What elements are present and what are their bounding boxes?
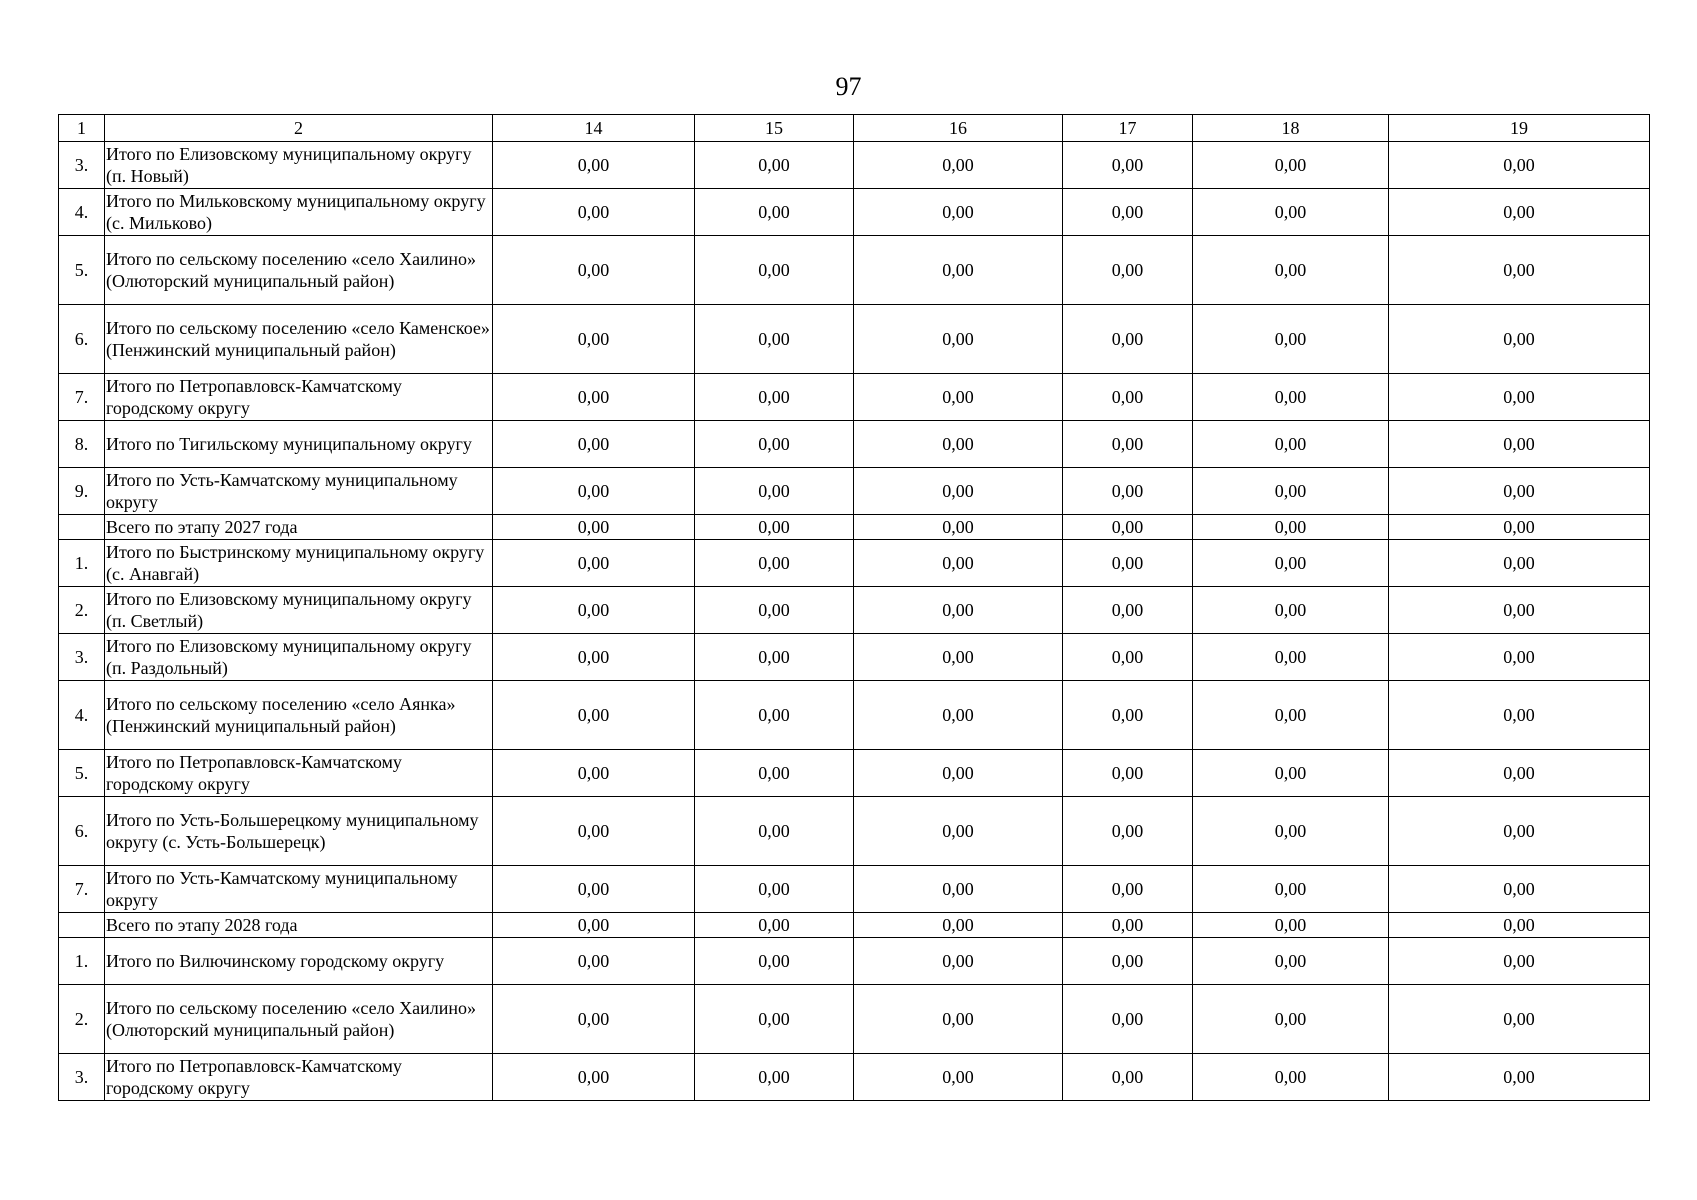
value-cell: 0,00 bbox=[1389, 468, 1650, 515]
row-name-cell: Всего по этапу 2028 года bbox=[105, 913, 493, 938]
table-row bbox=[59, 797, 1650, 866]
table-row bbox=[59, 305, 1650, 374]
value-cell: 0,00 bbox=[1389, 374, 1650, 421]
row-name-cell: Всего по этапу 2027 года bbox=[105, 515, 493, 540]
header-cell: 15 bbox=[695, 115, 854, 142]
row-number-cell bbox=[59, 913, 105, 938]
value-cell: 0,00 bbox=[695, 750, 854, 797]
row-name-cell: Итого по Петропавловск-Камчатскому городскому округу bbox=[105, 374, 493, 421]
value-cell: 0,00 bbox=[854, 1054, 1063, 1101]
table-row bbox=[59, 142, 1650, 189]
value-cell: 0,00 bbox=[1193, 913, 1389, 938]
row-number-cell: 1. bbox=[59, 938, 105, 985]
row-name-cell: Итого по сельскому поселению «село Каменское» (Пенжинский муниципальный район) bbox=[105, 305, 493, 374]
value-cell: 0,00 bbox=[1063, 938, 1193, 985]
value-cell: 0,00 bbox=[854, 681, 1063, 750]
row-name-cell: Итого по Елизовскому муниципальному округу (п. Светлый) bbox=[105, 587, 493, 634]
value-cell: 0,00 bbox=[695, 421, 854, 468]
value-cell: 0,00 bbox=[493, 681, 695, 750]
row-name-cell: Итого по Мильковскому муниципальному округу (с. Мильково) bbox=[105, 189, 493, 236]
value-cell: 0,00 bbox=[854, 750, 1063, 797]
value-cell: 0,00 bbox=[695, 540, 854, 587]
row-name-cell: Итого по Усть-Камчатскому муниципальному округу bbox=[105, 866, 493, 913]
row-number-cell: 3. bbox=[59, 634, 105, 681]
value-cell: 0,00 bbox=[1193, 866, 1389, 913]
table-row bbox=[59, 468, 1650, 515]
value-cell: 0,00 bbox=[854, 305, 1063, 374]
value-cell: 0,00 bbox=[854, 913, 1063, 938]
value-cell: 0,00 bbox=[493, 189, 695, 236]
value-cell: 0,00 bbox=[1063, 540, 1193, 587]
value-cell: 0,00 bbox=[1389, 236, 1650, 305]
row-number-cell: 7. bbox=[59, 866, 105, 913]
row-name-cell: Итого по Усть-Большерецкому муниципальному округу (с. Усть-Большерецк) bbox=[105, 797, 493, 866]
value-cell: 0,00 bbox=[1063, 189, 1193, 236]
value-cell: 0,00 bbox=[1389, 913, 1650, 938]
value-cell: 0,00 bbox=[1389, 634, 1650, 681]
value-cell: 0,00 bbox=[1063, 985, 1193, 1054]
value-cell: 0,00 bbox=[1063, 142, 1193, 189]
row-number-cell: 4. bbox=[59, 189, 105, 236]
table-row bbox=[59, 750, 1650, 797]
value-cell: 0,00 bbox=[695, 236, 854, 305]
header-cell: 19 bbox=[1389, 115, 1650, 142]
value-cell: 0,00 bbox=[695, 938, 854, 985]
row-number-cell: 3. bbox=[59, 1054, 105, 1101]
header-cell: 16 bbox=[854, 115, 1063, 142]
value-cell: 0,00 bbox=[1193, 305, 1389, 374]
value-cell: 0,00 bbox=[1389, 587, 1650, 634]
value-cell: 0,00 bbox=[1193, 1054, 1389, 1101]
value-cell: 0,00 bbox=[1389, 681, 1650, 750]
header-cell: 1 bbox=[59, 115, 105, 142]
table-row bbox=[59, 985, 1650, 1054]
value-cell: 0,00 bbox=[493, 634, 695, 681]
row-number-cell: 3. bbox=[59, 142, 105, 189]
row-name-cell: Итого по Быстринскому муниципальному округу (с. Анавгай) bbox=[105, 540, 493, 587]
value-cell: 0,00 bbox=[854, 189, 1063, 236]
row-number-cell: 6. bbox=[59, 797, 105, 866]
value-cell: 0,00 bbox=[1063, 305, 1193, 374]
value-cell: 0,00 bbox=[493, 750, 695, 797]
row-number-cell bbox=[59, 515, 105, 540]
value-cell: 0,00 bbox=[1063, 681, 1193, 750]
value-cell: 0,00 bbox=[1389, 515, 1650, 540]
header-cell: 2 bbox=[105, 115, 493, 142]
table-total-row bbox=[59, 913, 1650, 938]
value-cell: 0,00 bbox=[493, 797, 695, 866]
value-cell: 0,00 bbox=[695, 1054, 854, 1101]
value-cell: 0,00 bbox=[695, 374, 854, 421]
value-cell: 0,00 bbox=[1193, 985, 1389, 1054]
value-cell: 0,00 bbox=[1193, 468, 1389, 515]
value-cell: 0,00 bbox=[854, 142, 1063, 189]
value-cell: 0,00 bbox=[493, 587, 695, 634]
value-cell: 0,00 bbox=[1063, 750, 1193, 797]
row-name-cell: Итого по Петропавловск-Камчатскому городскому округу bbox=[105, 750, 493, 797]
row-number-cell: 1. bbox=[59, 540, 105, 587]
value-cell: 0,00 bbox=[493, 374, 695, 421]
row-name-cell: Итого по сельскому поселению «село Хаилино» (Олюторский муниципальный район) bbox=[105, 236, 493, 305]
row-name-cell: Итого по сельскому поселению «село Хаилино» (Олюторский муниципальный район) bbox=[105, 985, 493, 1054]
header-cell: 14 bbox=[493, 115, 695, 142]
page-number: 97 bbox=[835, 72, 862, 101]
value-cell: 0,00 bbox=[1063, 797, 1193, 866]
row-name-cell: Итого по Тигильскому муниципальному округу bbox=[105, 421, 493, 468]
value-cell: 0,00 bbox=[1193, 938, 1389, 985]
value-cell: 0,00 bbox=[695, 797, 854, 866]
value-cell: 0,00 bbox=[493, 236, 695, 305]
value-cell: 0,00 bbox=[1193, 515, 1389, 540]
value-cell: 0,00 bbox=[1193, 540, 1389, 587]
value-cell: 0,00 bbox=[493, 515, 695, 540]
row-number-cell: 8. bbox=[59, 421, 105, 468]
value-cell: 0,00 bbox=[854, 587, 1063, 634]
value-cell: 0,00 bbox=[1389, 1054, 1650, 1101]
value-cell: 0,00 bbox=[1063, 236, 1193, 305]
row-number-cell: 2. bbox=[59, 985, 105, 1054]
value-cell: 0,00 bbox=[1063, 421, 1193, 468]
value-cell: 0,00 bbox=[493, 305, 695, 374]
value-cell: 0,00 bbox=[1193, 421, 1389, 468]
value-cell: 0,00 bbox=[695, 305, 854, 374]
table-row bbox=[59, 189, 1650, 236]
value-cell: 0,00 bbox=[493, 142, 695, 189]
value-cell: 0,00 bbox=[1389, 938, 1650, 985]
value-cell: 0,00 bbox=[1063, 1054, 1193, 1101]
value-cell: 0,00 bbox=[1193, 750, 1389, 797]
value-cell: 0,00 bbox=[1389, 189, 1650, 236]
value-cell: 0,00 bbox=[1389, 750, 1650, 797]
header-cell: 17 bbox=[1063, 115, 1193, 142]
row-name-cell: Итого по сельскому поселению «село Аянка» (Пенжинский муниципальный район) bbox=[105, 681, 493, 750]
value-cell: 0,00 bbox=[1063, 374, 1193, 421]
row-number-cell: 5. bbox=[59, 236, 105, 305]
value-cell: 0,00 bbox=[1193, 374, 1389, 421]
value-cell: 0,00 bbox=[695, 681, 854, 750]
table-row bbox=[59, 421, 1650, 468]
value-cell: 0,00 bbox=[1389, 866, 1650, 913]
table-row bbox=[59, 236, 1650, 305]
value-cell: 0,00 bbox=[854, 938, 1063, 985]
table-row bbox=[59, 1054, 1650, 1101]
value-cell: 0,00 bbox=[1193, 681, 1389, 750]
value-cell: 0,00 bbox=[854, 468, 1063, 515]
value-cell: 0,00 bbox=[493, 938, 695, 985]
value-cell: 0,00 bbox=[854, 866, 1063, 913]
row-name-cell: Итого по Усть-Камчатскому муниципальному округу bbox=[105, 468, 493, 515]
value-cell: 0,00 bbox=[1063, 515, 1193, 540]
value-cell: 0,00 bbox=[854, 985, 1063, 1054]
data-table bbox=[58, 114, 1650, 1101]
row-name-cell: Итого по Петропавловск-Камчатскому городскому округу bbox=[105, 1054, 493, 1101]
table-row bbox=[59, 866, 1650, 913]
value-cell: 0,00 bbox=[695, 866, 854, 913]
value-cell: 0,00 bbox=[695, 587, 854, 634]
row-name-cell: Итого по Вилючинскому городскому округу bbox=[105, 938, 493, 985]
table-row bbox=[59, 681, 1650, 750]
table-row bbox=[59, 587, 1650, 634]
value-cell: 0,00 bbox=[493, 540, 695, 587]
value-cell: 0,00 bbox=[695, 189, 854, 236]
value-cell: 0,00 bbox=[1389, 985, 1650, 1054]
value-cell: 0,00 bbox=[854, 797, 1063, 866]
value-cell: 0,00 bbox=[1063, 866, 1193, 913]
value-cell: 0,00 bbox=[493, 468, 695, 515]
value-cell: 0,00 bbox=[493, 913, 695, 938]
row-number-cell: 5. bbox=[59, 750, 105, 797]
value-cell: 0,00 bbox=[695, 142, 854, 189]
value-cell: 0,00 bbox=[695, 468, 854, 515]
value-cell: 0,00 bbox=[1389, 797, 1650, 866]
value-cell: 0,00 bbox=[1193, 587, 1389, 634]
value-cell: 0,00 bbox=[1389, 540, 1650, 587]
value-cell: 0,00 bbox=[854, 421, 1063, 468]
value-cell: 0,00 bbox=[1389, 142, 1650, 189]
row-number-cell: 9. bbox=[59, 468, 105, 515]
table-total-row bbox=[59, 515, 1650, 540]
row-number-cell: 2. bbox=[59, 587, 105, 634]
table-row bbox=[59, 374, 1650, 421]
header-cell: 18 bbox=[1193, 115, 1389, 142]
value-cell: 0,00 bbox=[493, 421, 695, 468]
row-number-cell: 7. bbox=[59, 374, 105, 421]
table-header-row bbox=[59, 115, 1650, 142]
value-cell: 0,00 bbox=[1193, 189, 1389, 236]
value-cell: 0,00 bbox=[493, 866, 695, 913]
row-name-cell: Итого по Елизовскому муниципальному округу (п. Новый) bbox=[105, 142, 493, 189]
table-row bbox=[59, 634, 1650, 681]
value-cell: 0,00 bbox=[854, 634, 1063, 681]
value-cell: 0,00 bbox=[854, 515, 1063, 540]
value-cell: 0,00 bbox=[695, 515, 854, 540]
row-name-cell: Итого по Елизовскому муниципальному округу (п. Раздольный) bbox=[105, 634, 493, 681]
value-cell: 0,00 bbox=[493, 1054, 695, 1101]
value-cell: 0,00 bbox=[493, 985, 695, 1054]
table-row bbox=[59, 540, 1650, 587]
value-cell: 0,00 bbox=[1193, 236, 1389, 305]
value-cell: 0,00 bbox=[695, 634, 854, 681]
value-cell: 0,00 bbox=[695, 985, 854, 1054]
value-cell: 0,00 bbox=[695, 913, 854, 938]
value-cell: 0,00 bbox=[1389, 421, 1650, 468]
value-cell: 0,00 bbox=[1063, 587, 1193, 634]
value-cell: 0,00 bbox=[1389, 305, 1650, 374]
table-row bbox=[59, 938, 1650, 985]
value-cell: 0,00 bbox=[1063, 913, 1193, 938]
value-cell: 0,00 bbox=[854, 236, 1063, 305]
row-number-cell: 6. bbox=[59, 305, 105, 374]
value-cell: 0,00 bbox=[1193, 797, 1389, 866]
value-cell: 0,00 bbox=[1063, 634, 1193, 681]
value-cell: 0,00 bbox=[1063, 468, 1193, 515]
value-cell: 0,00 bbox=[854, 374, 1063, 421]
value-cell: 0,00 bbox=[1193, 634, 1389, 681]
value-cell: 0,00 bbox=[854, 540, 1063, 587]
row-number-cell: 4. bbox=[59, 681, 105, 750]
value-cell: 0,00 bbox=[1193, 142, 1389, 189]
